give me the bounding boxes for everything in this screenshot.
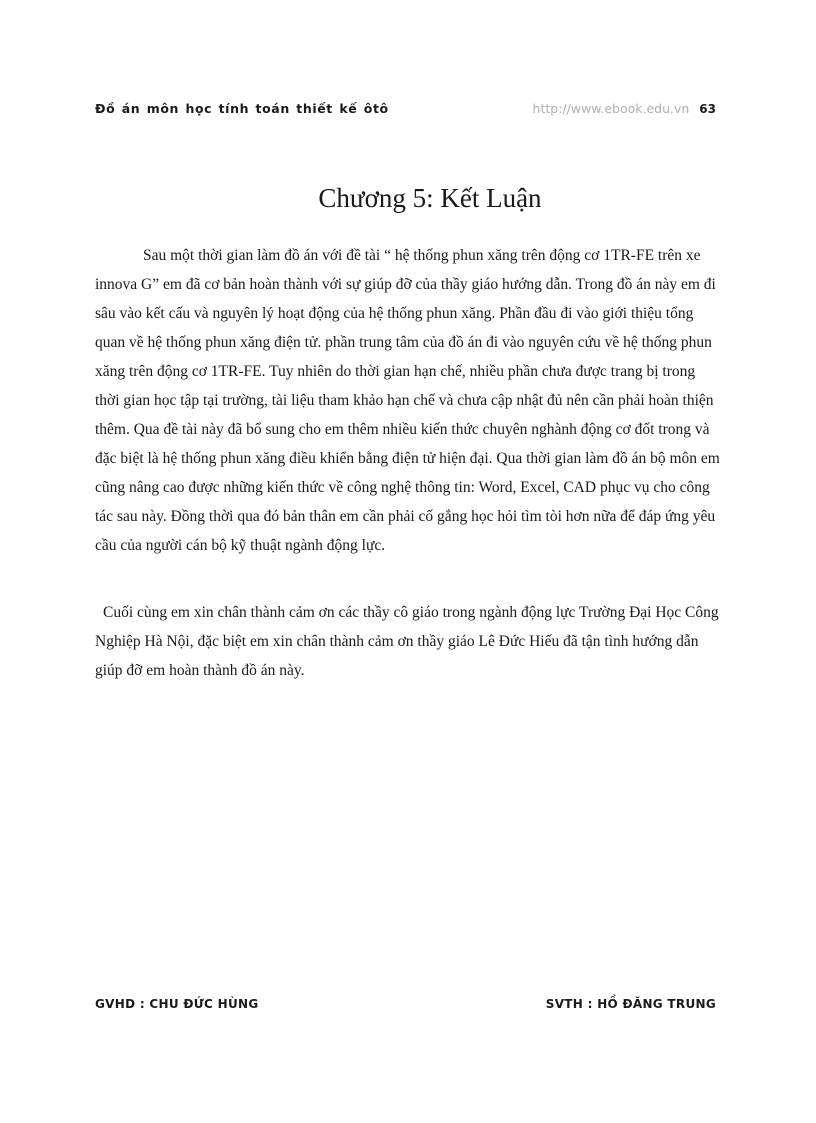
footer-student: SVTH : HỒ ĐĂNG TRUNG — [545, 997, 716, 1011]
chapter-title: Chương 5: Kết Luận — [318, 183, 542, 213]
running-header-title: Đồ án môn học tính toán thiết kế ôtô — [95, 101, 389, 116]
running-header-right — [533, 101, 716, 116]
source-url: http://www.ebook.edu.vn — [532, 101, 690, 116]
body-paragraph-1: Sau một thời gian làm đồ án với đề tài “ hệ thống phun xăng trên động cơ 1TR-FE trên xe innova G” em đã cơ bản hoàn thành với sự giúp đỡ của thầy giáo hướng dẫn. Trong đồ án này em đi sâu vào kết cấu và nguyên lý hoạt động của hệ thống phun xăng. Phần đầu đi vào giới thiệu tổng quan về hệ thống phun xăng điện tử. phần trung tâm của đồ án đi vào nguyên cứu về hệ thống phun xăng trên động cơ 1TR-FE. Tuy nhiên do thời gian hạn chế, nhiều phần chưa được trang bị trong thời gian học tập tại trường, tài liệu tham khảo hạn chế và chưa cập nhật đủ nên cần phải hoàn thiện thêm. Qua đề tài này đã bổ sung cho em thêm nhiều kiến thức chuyên nghành động cơ đốt trong và đặc biệt là hệ thống phun xăng điều khiển bằng điện tử hiện đại. Qua thời gian làm đồ án bộ môn em cũng nâng cao được những kiến thức về công nghệ thông tin: Word, Excel, CAD phục vụ cho công tác sau này. Đồng thời qua đó bản thân em cần phải cố gắng học hỏi tìm tòi hơn nữa để đáp ứng yêu cầu của người cán bộ kỹ thuật ngành động lực. — [95, 247, 720, 554]
footer-supervisor: GVHD : CHU ĐỨC HÙNG — [95, 997, 259, 1011]
body-paragraph-2: Cuối cùng em xin chân thành cảm ơn các thầy cô giáo trong ngành động lực Trường Đại Học Công Nghiệp Hà Nội, đặc biệt em xin chân thành cảm ơn thầy giáo Lê Đức Hiếu đã tận tình hướng dẫn giúp đỡ em hoàn thành đồ án này. — [95, 604, 719, 679]
page-number: 63 — [699, 102, 716, 116]
